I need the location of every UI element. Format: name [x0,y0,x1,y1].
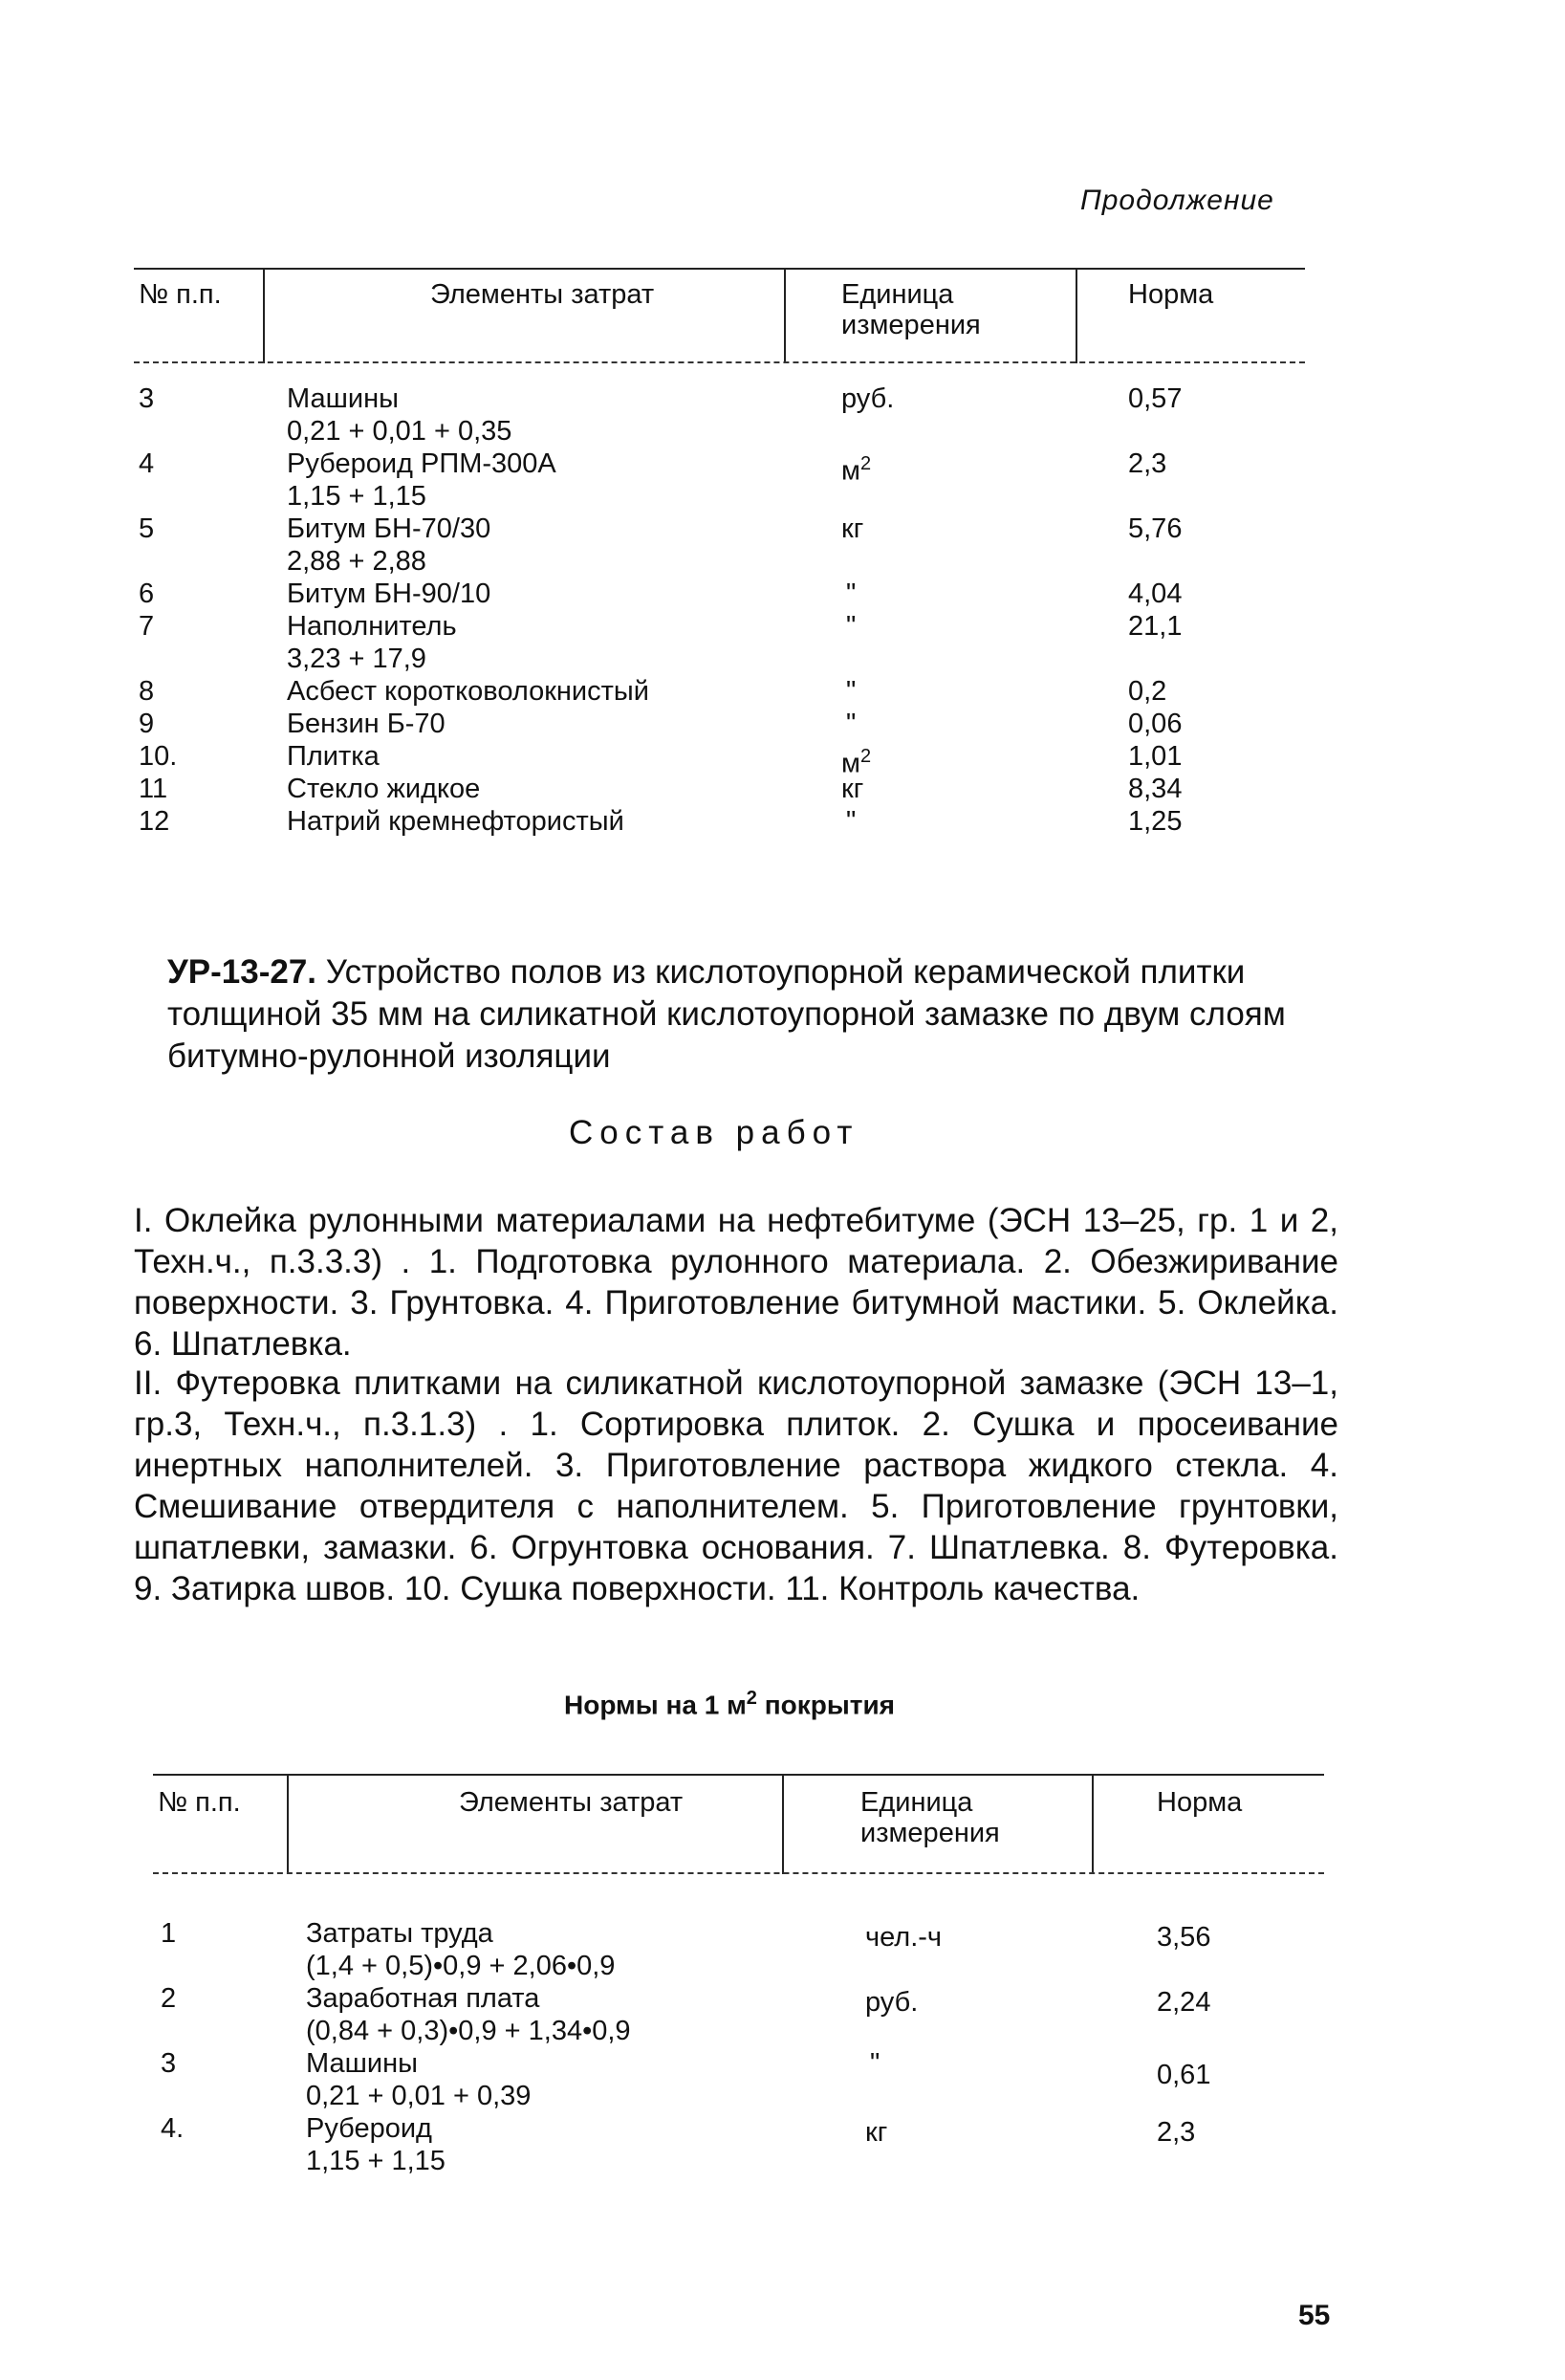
row-formula: 1,15 + 1,15 [306,2146,446,2176]
row-num: 11 [139,774,168,804]
row-unit: кг [841,513,864,544]
header-unit-line1: Единица [860,1787,973,1818]
row-unit: " [846,676,857,707]
row-unit: " [846,709,857,739]
row-num: 1 [161,1918,177,1949]
row-unit: руб. [841,383,895,414]
row-num: 3 [139,383,155,414]
row-unit: кг [841,774,864,804]
norms-table [153,1764,1324,2185]
row-norm: 4,04 [1128,579,1183,609]
row-formula: 3,23 + 17,9 [287,644,426,674]
row-num: 9 [139,709,155,739]
work-paragraph-1: I. Оклейка рулонными материалами на нефтебитуме (ЭСН 13–25, гр. 1 и 2, Техн.ч., п.3.3.3) . 1. Подготовка рулонного материала. 2. Обезжиривание поверхности. 3. Грунтовка. 4. Приготовление битумной мастики. 5. Оклейка. 6. Шпатлевка. [134,1202,1338,1363]
row-name: Рубероид [306,2113,432,2144]
row-norm: 2,3 [1157,2117,1196,2148]
row-formula: 0,21 + 0,01 + 0,35 [287,416,512,447]
row-num: 5 [139,513,155,544]
column-divider [263,268,265,363]
row-num: 6 [139,579,155,609]
row-unit: " [846,579,857,609]
row-formula: 1,15 + 1,15 [287,481,426,512]
row-formula: 0,21 + 0,01 + 0,39 [306,2081,532,2111]
work-paragraph-2: II. Футеровка плитками на силикатной кислотоупорной замазке (ЭСН 13–1, гр.3, Техн.ч., п.3.1.3) . 1. Сортировка плиток. 2. Сушка и просеивание инертных наполнителей. 3. Приготовление раствора жидкого стекла. 4. Смешивание отвердителя с наполнителем. 5. Приготовление грунтовки, шпатлевки, замазки. 6. Огрунтовка основания. 7. Шпатлевка. 8. Футеровка. 9. Затирка швов. 10. Сушка поверхности. 11. Контроль качества. [134,1365,1338,1607]
row-name: Асбест коротковолокнистый [287,676,649,707]
row-formula: (0,84 + 0,3)•0,9 + 1,34•0,9 [306,2016,631,2046]
row-norm: 2,3 [1128,448,1167,479]
column-divider [1092,1774,1094,1874]
row-norm: 1,25 [1128,806,1183,837]
row-norm: 0,06 [1128,709,1183,739]
row-unit: руб. [865,1987,919,2018]
row-norm: 1,01 [1128,741,1183,772]
row-unit: $м^2$ [841,453,872,487]
row-num: 7 [139,611,155,642]
row-unit: " [870,2048,880,2079]
row-num: 3 [161,2048,177,2079]
header-num: № п.п. [139,279,222,310]
row-num: 8 [139,676,155,707]
column-divider [1076,268,1077,363]
heading-text: Устройство полов из кислотоупорной керамической плитки толщиной 35 мм на силикатной кислотоупорной замазке по двум слоям битумно-рулонной изоляции [167,953,1286,1075]
row-formula: 2,88 + 2,88 [287,546,426,577]
page-number: 55 [1298,2300,1331,2331]
header-unit-line2: измерения [841,310,981,340]
row-formula: (1,4 + 0,5)•0,9 + 2,06•0,9 [306,1951,616,1981]
row-num: 4. [161,2113,185,2144]
header-bottom-rule [153,1872,1324,1874]
continuation-label: Продолжение [1080,185,1274,216]
row-unit: $м^2$ [841,746,872,779]
row-name: Затраты труда [306,1918,493,1949]
table-continued [134,258,1305,851]
row-name: Машины [287,383,399,414]
row-norm: 3,56 [1157,1922,1211,1953]
section-heading [167,951,1353,1078]
header-unit-line1: Единица [841,279,954,310]
row-name: Битум БН-90/10 [287,579,491,609]
table-top-rule [134,268,1305,270]
row-name: Машины [306,2048,418,2079]
header-num: № п.п. [158,1787,241,1818]
section-title: Состав работ [569,1114,859,1151]
table-top-rule [153,1774,1324,1776]
row-norm: 2,24 [1157,1987,1211,2018]
row-name: Стекло жидкое [287,774,481,804]
row-norm: 0,61 [1157,2060,1211,2090]
column-divider [287,1774,289,1874]
row-num: 2 [161,1983,177,2014]
row-unit: " [846,611,857,642]
row-num: 4 [139,448,155,479]
row-norm: 0,57 [1128,383,1183,414]
row-name: Наполнитель [287,611,457,642]
row-name: Плитка [287,741,380,772]
row-name: Рубероид РПМ-300А [287,448,556,479]
row-norm: 8,34 [1128,774,1183,804]
header-unit-line2: измерения [860,1818,1000,1848]
row-name: Заработная плата [306,1983,540,2014]
row-norm: 5,76 [1128,513,1183,544]
header-bottom-rule [134,361,1305,363]
norms-title: Нормы на 1 $м^2$ покрытия [564,1688,896,1720]
row-num: 10. [139,741,178,772]
row-unit: кг [865,2117,888,2148]
row-name: Бензин Б-70 [287,709,446,739]
column-divider [784,268,786,363]
header-elements: Элементы затрат [459,1787,684,1818]
row-name: Натрий кремнефтористый [287,806,624,837]
row-num: 12 [139,806,170,837]
header-norm: Норма [1157,1787,1243,1818]
row-norm: 21,1 [1128,611,1183,642]
row-unit: " [846,806,857,837]
header-elements: Элементы затрат [430,279,655,310]
row-name: Битум БН-70/30 [287,513,491,544]
row-norm: 0,2 [1128,676,1167,707]
column-divider [782,1774,784,1874]
header-norm: Норма [1128,279,1214,310]
row-unit: чел.-ч [865,1922,943,1953]
heading-code: УР-13-27. [167,953,317,991]
